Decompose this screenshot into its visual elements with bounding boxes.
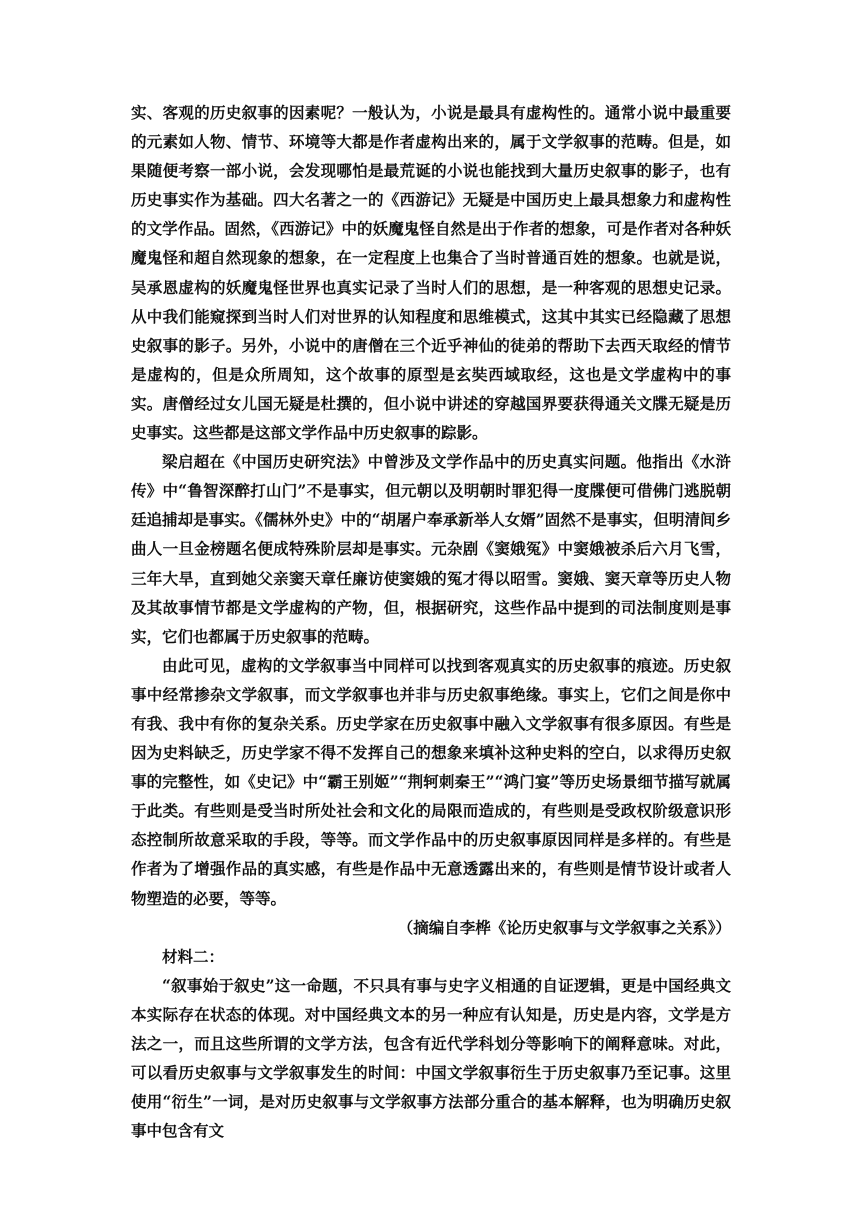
- paragraph-liang-qichao: 梁启超在《中国历史研究法》中曾涉及文学作品中的历史真实问题。他指出《水浒传》中“鲁智深醉打山门”不是事实，但元朝以及明朝时罪犯得一度牒便可借佛门逃脱朝廷追捕却是事实。《儒林外史》中的“胡屠户奉承新举人女婿”固然不是事实，但明清间乡曲人一旦金榜题名便成特殊阶层却是事实。元杂剧《窦娥冤》中窦娥被杀后六月飞雪，三年大旱，直到她父亲窦天章任廉访使窦娥的冤才得以昭雪。窦娥、窦天章等历史人物及其故事情节都是文学虚构的产物，但，根据研究，这些作品中提到的司法制度则是事实，它们也都属于历史叙事的范畴。: [131, 452, 731, 646]
- source-citation: （摘编自李桦《论历史叙事与文学叙事之关系》）: [397, 917, 731, 937]
- paragraph-material-two: “叙事始于叙史”这一命题，不只具有事与史字义相通的自证逻辑，更是中国经典文本实际存在状态的体现。对中国经典文本的另一种应有认知是，历史是内容，文学是方法之一，而且这些所谓的文学方法，包含有近代学科划分等影响下的阐释意味。对此，可以看历史叙事与文学叙事发生的时间：中国文学叙事衍生于历史叙事乃至记事。这里使用“衍生”一词，是对历史叙事与文学叙事方法部分重合的基本解释，也为明确历史叙事中包含有文: [131, 975, 731, 1141]
- material-two-label: 材料二：: [162, 946, 225, 966]
- paragraph-continuation: 实、客观的历史叙事的因素呢？一般认为，小说是最具有虚构性的。通常小说中最重要的元素如人物、情节、环境等大都是作者虚构出来的，属于文学叙事的范畴。但是，如果随便考察一部小说，会发现哪怕是最荒诞的小说也能找到大量历史叙事的影子，也有历史事实作为基础。四大名著之一的《西游记》无疑是中国历史上最具想象力和虚构性的文学作品。固然，《西游记》中的妖魔鬼怪自然是出于作者的想象，可是作者对各种妖魔鬼怪和超自然现象的想象，在一定程度上也集合了当时普通百姓的想象。也就是说，吴承恩虚构的妖魔鬼怪世界也真实记录了当时人们的思想，是一种客观的思想史记录。从中我们能窥探到当时人们对世界的认知程度和思维模式，这其中其实已经隐藏了思想史叙事的影子。另外，小说中的唐僧在三个近乎神仙的徒弟的帮助下去西天取经的情节是虚构的，但是众所周知，这个故事的原型是玄奘西域取经，这也是文学虚构中的事实。唐僧经过女儿国无疑是杜撰的，但小说中讲述的穿越国界要获得通关文牒无疑是历史事实。这些都是这部文学作品中历史叙事的踪影。: [131, 103, 731, 443]
- paragraph-conclusion: 由此可见，虚构的文学叙事当中同样可以找到客观真实的历史叙事的痕迹。历史叙事中经常掺杂文学叙事，而文学叙事也并非与历史叙事绝缘。事实上，它们之间是你中有我、我中有你的复杂关系。历史学家在历史叙事中融入文学叙事有很多原因。有些是因为史料缺乏，历史学家不得不发挥自己的想象来填补这种史料的空白，以求得历史叙事的完整性，如《史记》中“霸王别姬”“荆轲刺秦王”“鸿门宴”等历史场景细节描写就属于此类。有些则是受当时所处社会和文化的局限而造成的，有些则是受政权阶级意识形态控制所故意采取的手段，等等。而文学作品中的历史叙事原因同样是多样的。有些是作者为了增强作品的真实感，有些是作品中无意透露出来的，有些则是情节设计或者人物塑造的必要，等等。: [131, 655, 731, 908]
- document-page: [131, 98, 731, 1145]
